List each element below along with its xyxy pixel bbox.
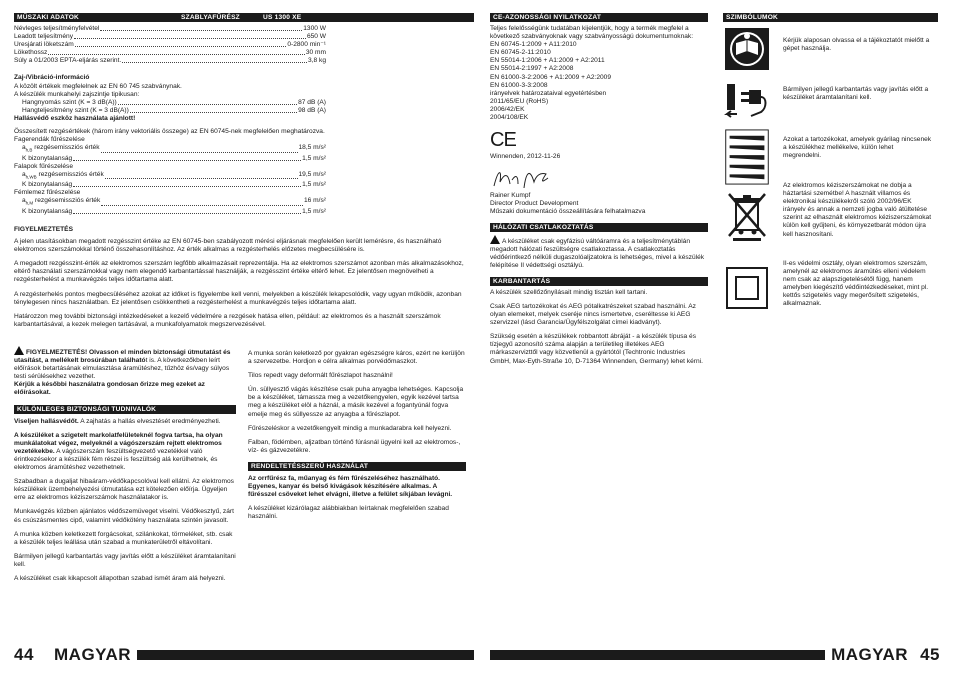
vibration-row: K bizonytalanság 1,5 m/s² (22, 154, 326, 162)
maintenance-header: KARBANTARTÁS (490, 277, 708, 286)
place-date: Winnenden, 2012-11-26 (490, 153, 561, 161)
symbol-text: II-es védelmi osztály, olyan elektromos szerszám, amelynél az elektromos áramütés elleni védelem nem csak az alapszigetelésétől függ, hanem amelyben kiegészítő védőintézkedéseket, mint pl. kettős szigetelés vagy megerősített szigetelés, alkalmaznak. (783, 260, 929, 308)
warning-icon (14, 346, 24, 355)
keep-instructions: Kérjük a későbbi használatra gondosan őrizze meg ezeket az előírásokat. (14, 381, 205, 397)
usage-text: A készüléket kizárólagaz alábbiakban leírtaknak megfelelően szabad használni. (248, 505, 449, 521)
safety-paragraph: A készüléket csak kikapcsolt állapotban szabad ismét áram alá helyezni. (14, 574, 226, 582)
middle-paragraph: Tilos repedt vagy deformált fűrészlapot használni! (248, 372, 393, 380)
signer-role: Director Product Development (490, 200, 579, 208)
vibration-row: K bizonytalanság 1,5 m/s² (22, 181, 326, 189)
grip-warning: A készüléket a szigetelt markolatfelületeknél fogva tartsa, ha olyan munkálatokat végez, melyeknél a vágószerszám rejtett elektromos vezetékekbe. A vágószerszám feszültségvezető vezetékkel való érintkezésekor a készülék fém részei is feszültség alá kerülhetnek, és elektromos áramütéshez vezethetnek. (14, 431, 223, 472)
safety-paragraph: Bármilyen jellegű karbantartás vagy javítás előtt a készüléket áramtalanítani kell. (14, 552, 236, 568)
symbol-item (723, 27, 771, 71)
usage-bold: Az orrfűrész fa, műanyag és fém fűrészeléséhez használható. Egyenes, kanyar és belső kivágások készítésére alkalmas. A fűrésszel csöveket lehet elvágni, illetve a felület síkjában levágni. (248, 474, 453, 499)
hearing-protection-note: Hallásvédő eszköz használata ajánlott! (14, 114, 136, 122)
safety-column (14, 346, 236, 583)
symbols-header: SZIMBÓLUMOK (723, 13, 938, 22)
crossed-bin-icon (723, 190, 771, 242)
safety-warning: FIGYELMEZTETÉS! Olvasson el minden biztonsági útmutatást és utasítást, a mellékelt brosúrában találhatót is. A következőkben leírt előírások betartásának elmulasztása áramütéshez, tűzhöz és/vagy súlyos testi sérülésekhez vezethet. (14, 346, 236, 381)
symbol-text: Az elektromos kéziszerszámokat ne dobja a háztartási szemétbe! A használt villamos és elektronikai készülékekről szóló 2002/96/EK irányelv és annak a nemzeti jogba való átültetése szerint az elhasznált elektromos kéziszerszámokat külön kell gyűjteni, és környezetbarát módon újra kell hasznosítani. (783, 182, 932, 238)
mains-text: A készüléket csak egyfázisú váltóáramra és a teljesítménytáblán megadott hálózati feszültségre csatlakoztassa. A csatlakoztatás védőérintkező nélküli dugaszolóaljzatokra is lehetséges, mivel a készülék felépítése II védettségi osztályú. (490, 235, 708, 270)
signer-name: Rainer Kumpf (490, 192, 531, 200)
right-footer (490, 644, 940, 666)
symbol-item (723, 128, 771, 186)
standard-item: EN 60745-1:2009 + A11:2010 (490, 41, 577, 49)
attention-paragraph: Határozzon meg további biztonsági intézkedéseket a kezelő védelmére a rezgések hatása ellen, például: az elektromos és a használt szerszámok karbantartásával, a kezek melegen tartásával, a munkafolyamatok megszervezésével. (14, 312, 441, 328)
tech-data-header (14, 13, 474, 22)
noise-intro-2: A készülék munkahelyi zajszintje tipikusan: (14, 90, 140, 98)
standard-item: irányelvek határozataival egyetértésben (490, 89, 607, 97)
standard-item: 2006/42/EK (490, 105, 525, 113)
warning-icon (490, 235, 500, 244)
spec-row: Névleges teljesítményfelvétel 1300 W (14, 25, 326, 32)
spec-row: Üresjárati löketszám 0-2800 min⁻¹ (14, 41, 326, 49)
signer-role-2: Műszaki dokumentáció összeállítására felhatalmazva (490, 208, 646, 216)
unplug-icon (723, 78, 771, 122)
noise-title: Zaj-/Vibráció-információ (14, 74, 90, 82)
noise-row: Hangteljesítmény szint (K = 3 dB(A)) 98 dB (A) (22, 106, 326, 114)
standard-item: EN 61000-3-2:2006 + A1:2009 + A2:2009 (490, 73, 611, 81)
standard-item: EN 61000-3-3:2008 (490, 81, 548, 89)
vibration-intro: Összesített rezgésértékek (három irány vektoriális összege) az EN 60745-nek megfelelően meghatározva. (14, 128, 325, 136)
vibration-row: $a_{h,M}$ rezgésemissziós érték 16 m/s² (22, 197, 326, 206)
middle-paragraph: A munka során keletkező por gyakran egészségre káros, ezért ne kerüljön a szervezetbe. Hordjon e célra alkalmas porvédőmaszkot. (248, 350, 465, 366)
left-column-1 (14, 13, 474, 22)
double-insulation-icon (723, 266, 771, 310)
footer-rule (490, 650, 825, 660)
attention-paragraph: A rezgésterhelés pontos megbecsüléséhez azokat az időket is figyelembe kell venni, melyekben a készülék lekapcsolódik, vagy ugyan működik, azonban ténylegesen nincs használatban. Ez jelentősen csökkentheti a rezgésterhelést a munkavégzés teljes időtartama alatt. (14, 290, 462, 306)
noise-intro: A közölt értékek megfelelnek az EN 60 745 szabványnak. (14, 82, 182, 90)
vibration-group-title: Fémlemez fűrészelése (14, 189, 81, 197)
ce-mark: CE (490, 129, 516, 152)
symbol-text: Azokat a tartozékokat, amelyek gyárilag nincsenek a készülékhez mellékelve, külön lehet megrendelni. (783, 136, 932, 160)
vibration-row: K bizonytalanság 1,5 m/s² (22, 207, 326, 215)
spec-table (14, 25, 326, 216)
middle-paragraph: Falban, födémben, aljzatban történő fúrásnál ügyelni kell az elektromos-, víz- és gázvezetékre. (248, 438, 461, 454)
symbol-text: Kérjük alaposan olvassa el a tájékoztatót mielőtt a gépet használja. (783, 37, 930, 53)
middle-paragraph: Ún. süllyesztő vágás készítése csak puha anyagba lehetséges. Kapcsolja be a készüléket, támassza meg a vezetőkengyelen, egyik kezével tartsa meg a készüléket elöl a háznál, a másik kezével a fogantyúnál fogva emelje meg és süllyessze az anyagba a fűrészlapot. (248, 386, 464, 418)
conformity-column (490, 13, 708, 366)
tool-type: SZABLYAFŰRÉSZ (181, 14, 240, 21)
standard-item: 2011/65/EU (RoHS) (490, 97, 549, 105)
conformity-intro: Teljes felelősségünk tudatában kijelentjük, hogy a termék megfelel a következő szabványoknak vagy szabványosságú dokumentumoknak: (490, 25, 694, 41)
vibration-row: $a_{h,WB}$ rezgésemissziós érték 19,5 m/s² (22, 170, 326, 180)
language-label: MAGYAR (831, 645, 909, 664)
standard-item: EN 60745-2-11:2010 (490, 49, 551, 57)
model-name: US 1300 XE (263, 14, 302, 21)
attention-title: FIGYELMEZTETÉS (14, 226, 73, 233)
language-label: MAGYAR (54, 645, 131, 664)
maintenance-text: A készülék szellőzőnyílásait mindig tisztán kell tartani. (490, 288, 648, 296)
noise-row: Hangnyomás szint (K = 3 dB(A)) 87 dB (A) (22, 98, 326, 106)
safety-paragraph: Munkavégzés közben ajánlatos védőszemüveget viselni. Védőkesztyű, zárt és csúszásmentes cipő, valamint védőkötény használata szintén javasolt. (14, 508, 234, 524)
maintenance-text: Csak AEG tartozékokat és AEG pótalkatrészeket szabad használni. Az olyan elemeket, melyek cseréje nincs ismertetve, cseréltesse ki AEG szervizzel (lásd Garancia/Ügyfélszolgálat címei kiadványt). (490, 302, 696, 327)
attention-section (14, 226, 474, 329)
maintenance-text: Szükség esetén a készülékek robbantott ábráját - a készülék típusa és tízjegyű azonosító száma alapján a területileg illetékes AEG márkaszervizttől vagy közvetlenül a gyártótól (Techtronic Industries GmbH, Max-Eyth-Straße 10, D-71364 Winnenden, Germany) lehet kérni. (490, 333, 703, 365)
page-number: 44 (14, 645, 34, 664)
section-title: MŰSZAKI ADATOK (17, 14, 80, 21)
spec-row: Súly a 01/2003 EPTA-eljárás szerint. 3,8 kg (14, 57, 326, 65)
standard-item: EN 55014-2:1997 + A2:2008 (490, 65, 574, 73)
saw-blades-icon (723, 128, 771, 186)
vibration-row: $a_{h,B}$ rezgésemissziós érték 18,5 m/s² (22, 144, 326, 153)
standard-item: EN 55014-1:2006 + A1:2009 + A2:2011 (490, 57, 605, 65)
left-footer (14, 644, 474, 666)
symbol-item (723, 190, 771, 242)
footer-rule (137, 650, 474, 660)
signature-icon (490, 164, 560, 192)
spec-row: Leadott teljesítmény 650 W (14, 33, 326, 41)
safety-paragraph: A munka közben keletkezett forgácsokat, szilánkokat, törmeléket, stb. csak a készülék teljes leállása után szabad a munkaterületről eltávolítani. (14, 530, 233, 546)
standard-item: 2004/108/EK (490, 114, 529, 122)
vibration-group-title: Fagerendák fűrészelése (14, 136, 85, 144)
page-number: 45 (920, 645, 940, 664)
attention-paragraph: A jelen utasításokban megadott rezgésszint értéke az EN 60745-ben szabályozott mérési eljárásnak megfelelően került lemérésre, és használható elektromos szerszámokkal történő összehasonlításhoz. Az érték alkalmas a rezgésterhelés előzetes megbecsülésére is. (14, 238, 442, 254)
usage-header: RENDELTETÉSSZERŰ HASZNÁLAT (248, 462, 466, 471)
spec-row: Lökethossz 30 mm (14, 49, 326, 57)
ear-protection-text: Viseljen hallásvédőt. A zajhatás a hallás elvesztését eredményezheti. (14, 417, 221, 425)
special-safety-header: KÜLÖNLEGES BIZTONSÁGI TUDNIVALÓK (14, 405, 236, 414)
mains-header: HÁLÓZATI CSATLAKOZTATÁS (490, 223, 708, 232)
symbol-text: Bármilyen jellegű karbantartás vagy javítás előtt a készüléket áramtalanítani kell. (783, 86, 929, 102)
vibration-group-title: Falapok fűrészelése (14, 162, 74, 170)
conformity-header: CE-AZONOSSÁGI NYILATKOZAT (490, 13, 708, 22)
safety-paragraph: Szabadban a dugaljat hibaáram-védőkapcsolóval kell ellátni. Az elektromos készülékek üzembehelyezési útmutatása ezt kötelezően előírja. Ügyeljen erre az elektromos kéziszerszámok használatakor is. (14, 478, 234, 502)
symbol-item (723, 266, 771, 310)
middle-column (248, 350, 466, 521)
read-manual-icon (723, 27, 771, 71)
attention-paragraph: A megadott rezgésszint-érték az elektromos szerszám legfőbb alkalmazásait reprezentálja. Ha az elektromos szerszámot azonban más alkalmazásokhoz, eltérő használati szerszámokkal vagy nem elegendő karbantartással használják, a rezgésszint értéke eltérő lehet. Ez jelentősen megnövelheti a rezgésterhelést a munkavégzés teljes időtartama alatt. (14, 260, 464, 284)
symbols-header-wrap (723, 13, 938, 22)
symbol-item (723, 78, 771, 122)
middle-paragraph: Fűrészeléskor a vezetőkengyelt mindig a munkadarabra kell helyezni. (248, 424, 452, 432)
